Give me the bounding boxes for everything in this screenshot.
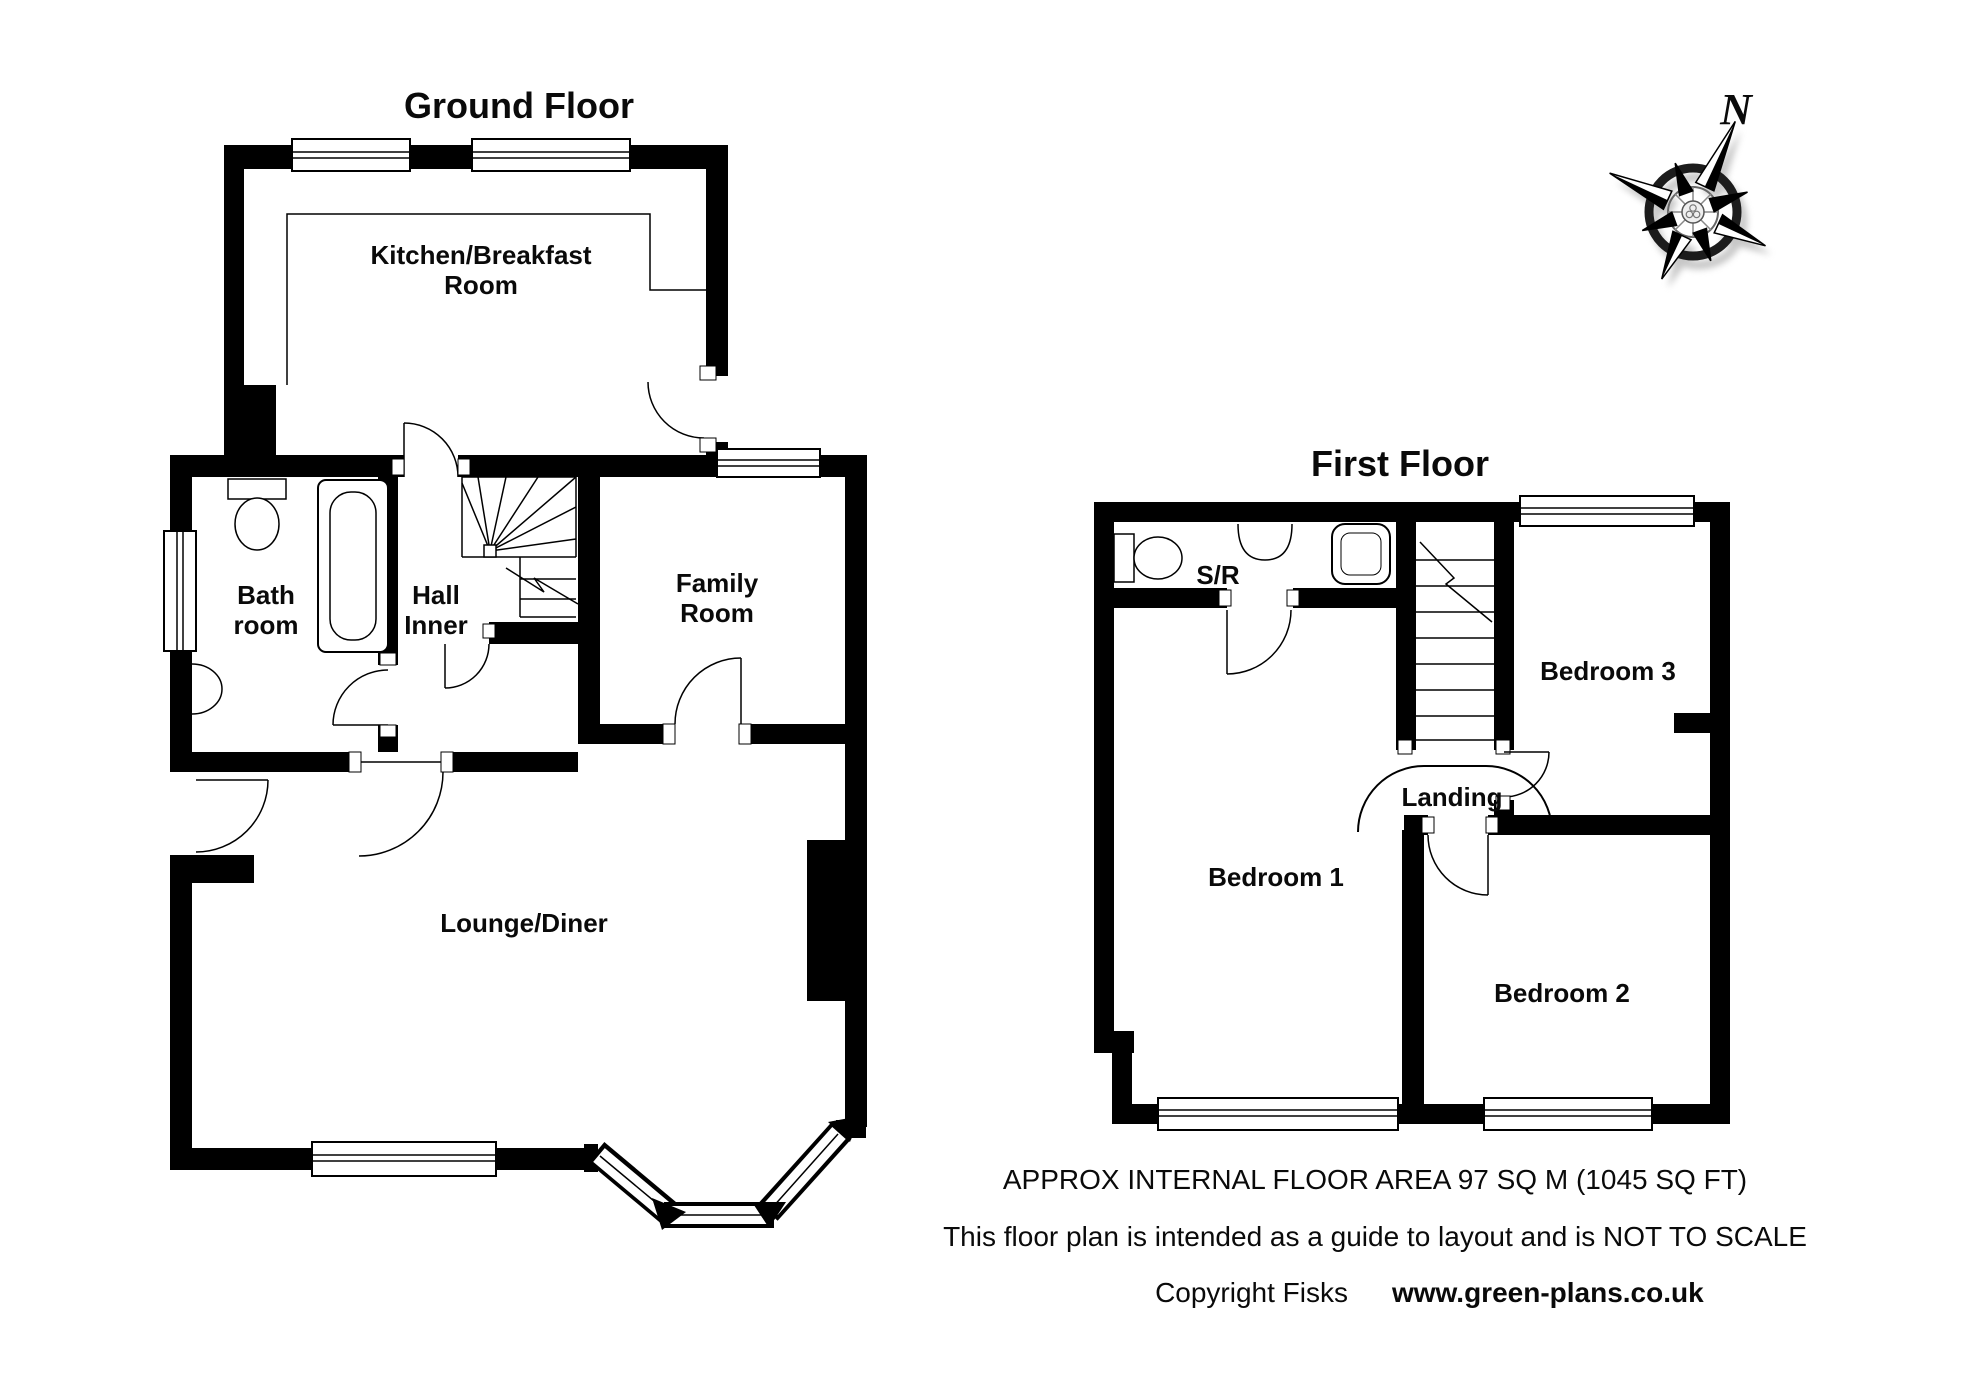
first-floor-title: First Floor <box>1311 443 1489 484</box>
door-bedroom3 <box>1496 752 1549 810</box>
bedroom2-label: Bedroom 2 <box>1494 978 1630 1008</box>
footer-area-line: APPROX INTERNAL FLOOR AREA 97 SQ M (1045 SQ FT) <box>1002 1164 1748 1195</box>
shower-room-label: S/R <box>1196 560 1240 590</box>
door-shower-room <box>1219 590 1299 674</box>
family-room-window <box>717 449 820 477</box>
kitchen-label-line2: Room <box>444 270 518 300</box>
basin-first-floor <box>1238 524 1292 560</box>
door-kitchen-side <box>648 366 716 452</box>
compass-rose <box>1578 82 1814 321</box>
landing-label: Landing <box>1401 782 1503 812</box>
footer-disclaimer-line: This floor plan is intended as a guide to layout and is NOT TO SCALE <box>943 1221 1807 1252</box>
toilet <box>228 479 286 550</box>
bathroom-label-line2: room <box>233 610 299 640</box>
ground-floor-walls <box>170 145 867 1172</box>
kitchen-window-right <box>472 139 630 171</box>
first-floor-plan <box>1094 443 1730 1130</box>
ground-floor-plan <box>164 85 867 1230</box>
door-family-lounge <box>663 658 751 744</box>
door-kitchen-hall <box>392 423 470 477</box>
footer-notes <box>943 1164 1807 1308</box>
bedroom3-window <box>1520 496 1694 526</box>
kitchen-label-line1: Kitchen/Breakfast <box>370 240 592 270</box>
bay-window <box>596 1116 860 1230</box>
ground-floor-title: Ground Floor <box>404 85 634 126</box>
lounge-window <box>312 1142 496 1176</box>
bedroom1-label: Bedroom 1 <box>1208 862 1344 892</box>
bathroom-label-line1: Bath <box>237 580 295 610</box>
kitchen-window-left <box>292 139 410 171</box>
family-room-label-line1: Family <box>675 568 759 598</box>
lounge-label: Lounge/Diner <box>440 908 608 938</box>
stair-direction-line <box>1420 542 1492 622</box>
family-room-label-line2: Room <box>680 598 754 628</box>
first-floor-walls <box>1094 502 1730 1124</box>
toilet-first-floor <box>1114 534 1182 582</box>
shower-tray <box>1332 524 1390 584</box>
door-hall-lounge <box>349 752 453 856</box>
basin-arc <box>192 664 222 714</box>
footer-copyright: Copyright Fisks <box>1155 1277 1348 1308</box>
bathtub <box>318 480 388 652</box>
door-front-entrance <box>196 780 268 852</box>
bedroom3-label: Bedroom 3 <box>1540 656 1676 686</box>
hall-label-line2: Inner <box>404 610 468 640</box>
staircase-ground <box>462 477 578 617</box>
bedroom1-window <box>1158 1098 1398 1130</box>
hall-label-line1: Hall <box>412 580 460 610</box>
compass-north-label: N <box>1720 85 1752 134</box>
bedroom2-window <box>1484 1098 1652 1130</box>
door-bathroom <box>333 653 396 737</box>
footer-website-link: www.green-plans.co.uk <box>1392 1277 1704 1308</box>
bathroom-window <box>164 531 196 651</box>
door-bedroom2 <box>1422 817 1498 895</box>
